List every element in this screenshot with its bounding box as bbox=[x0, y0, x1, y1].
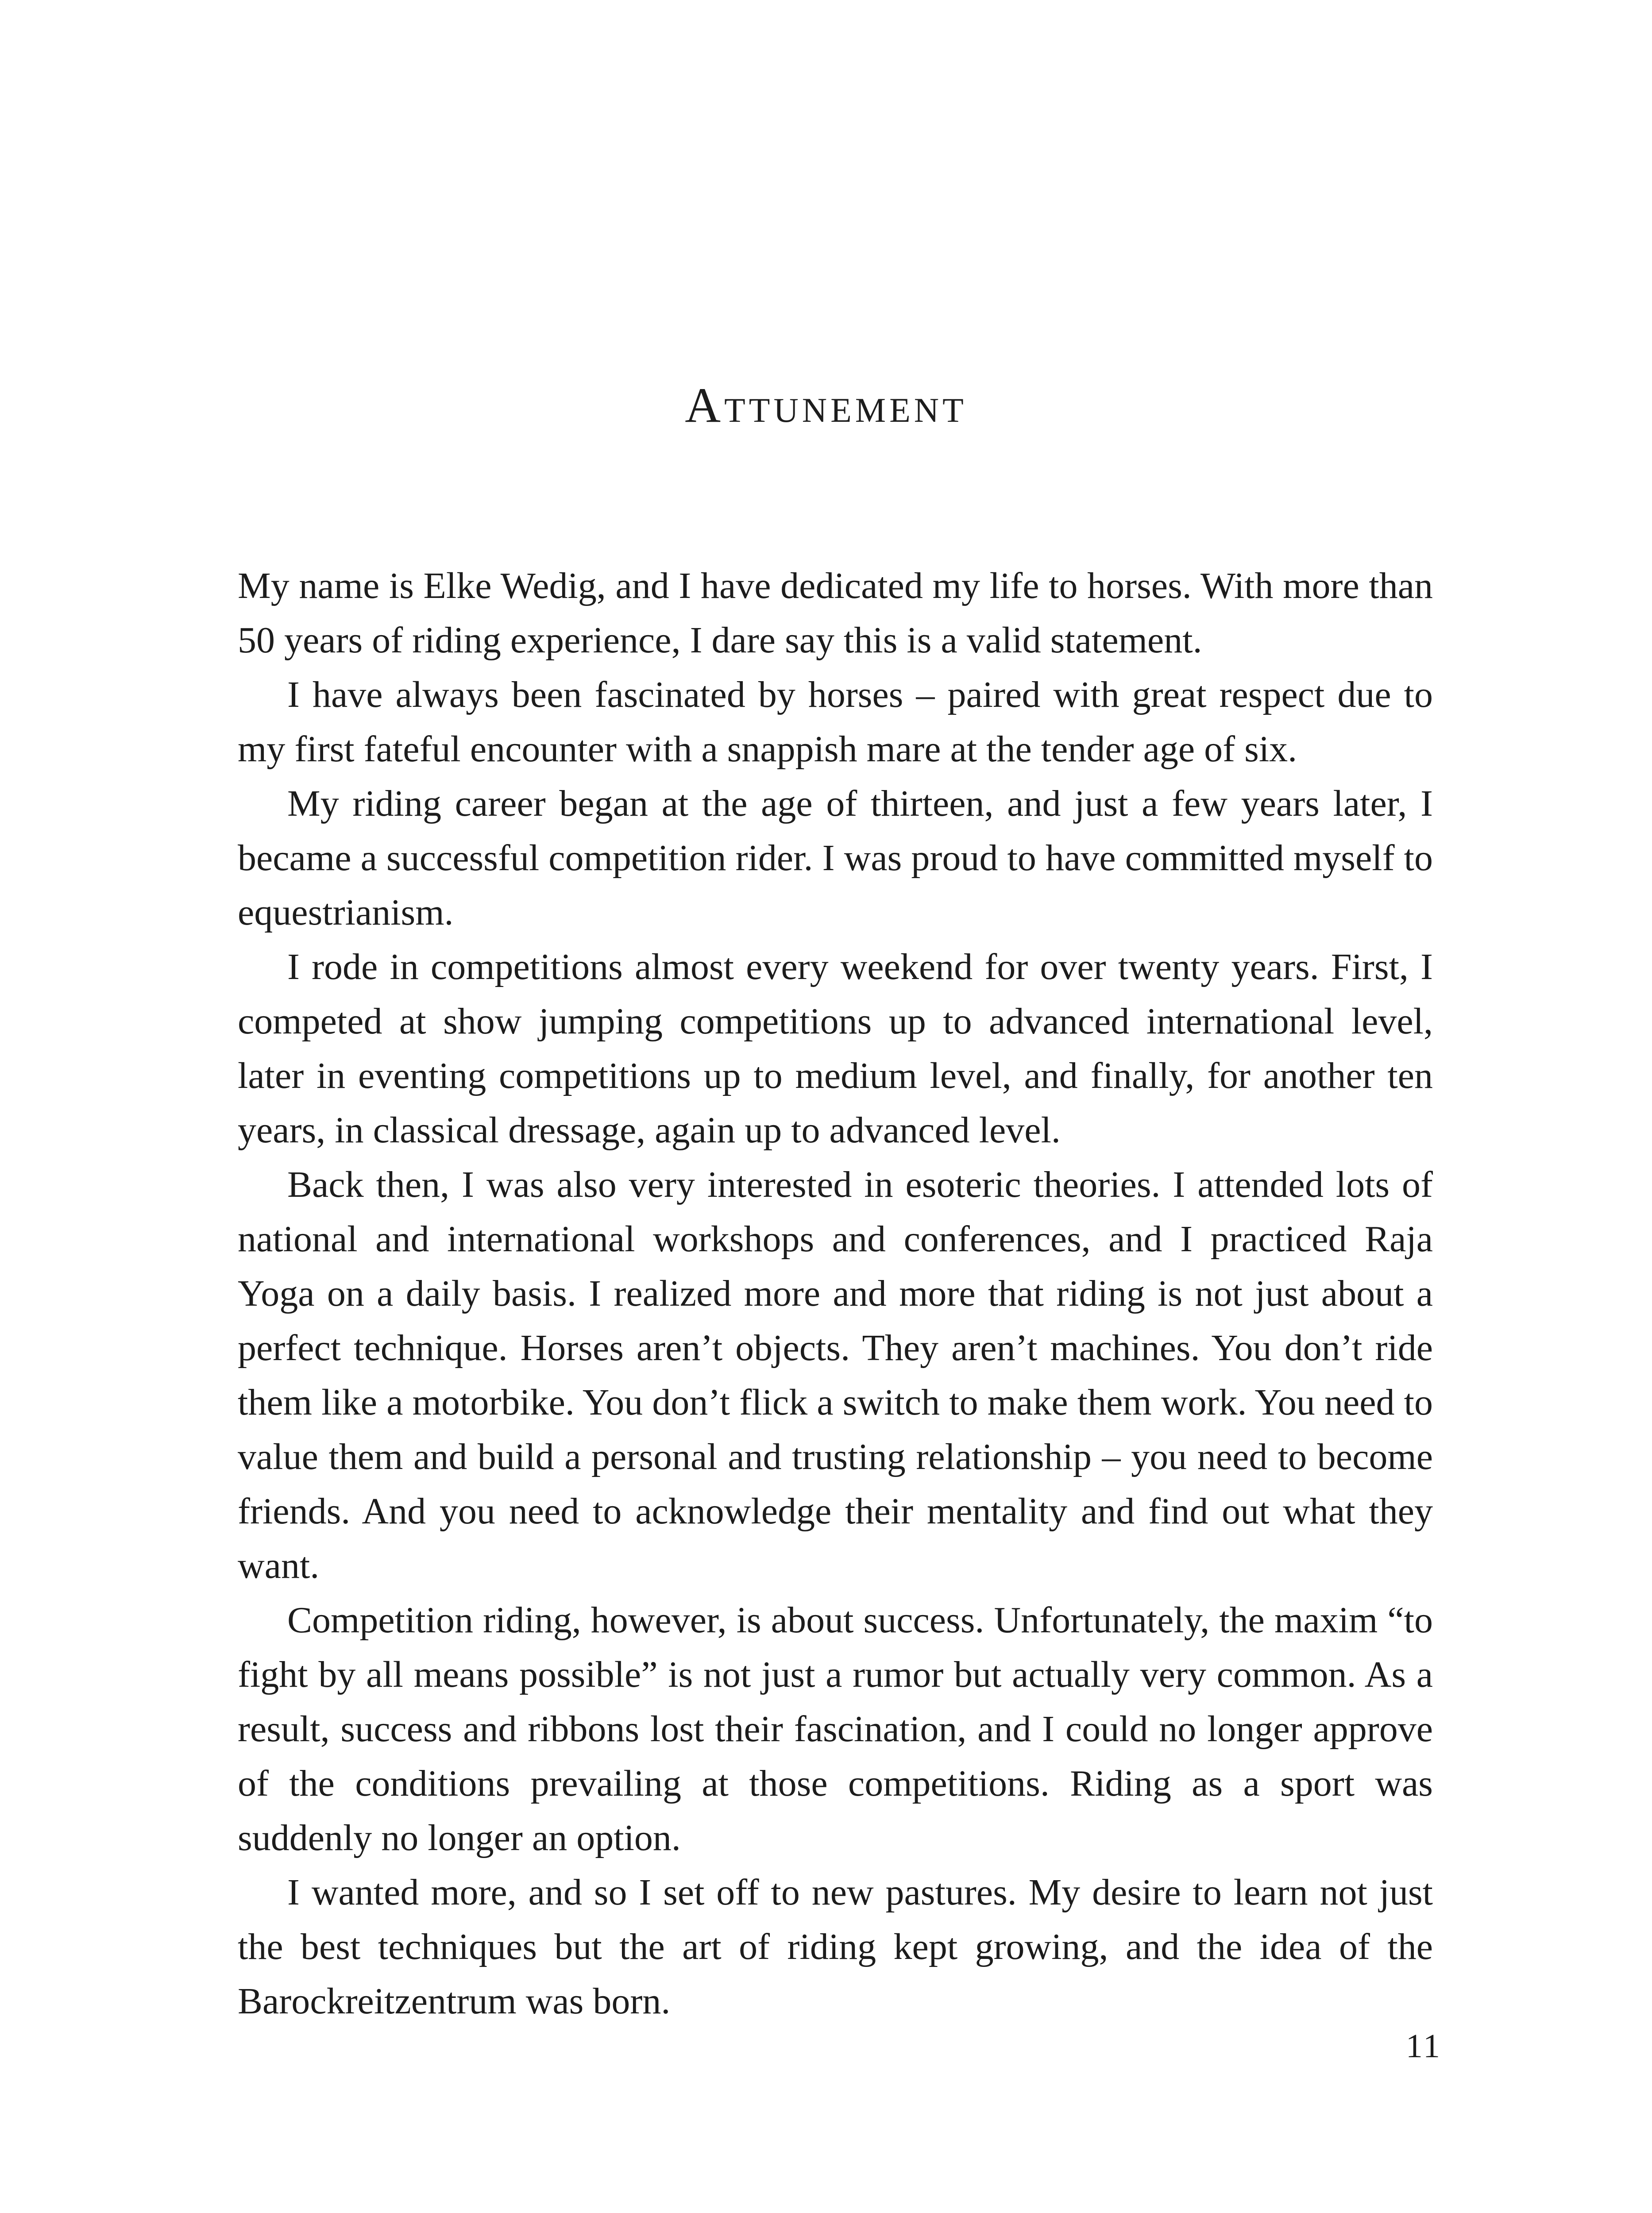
paragraph: My name is Elke Wedig, and I have dedicated my life to horses. With more than 50 years of riding experience, I dare say this is a valid statement. bbox=[238, 565, 1433, 661]
page-number: 11 bbox=[1405, 2028, 1442, 2065]
paragraph: I wanted more, and so I set off to new pastures. My desire to learn not just the best techniques but the art of riding kept growing, and the idea of the Barockreitzentrum was born. bbox=[238, 1872, 1433, 2022]
paragraph: Back then, I was also very interested in esoteric theories. I attended lots of national and international workshops and conferences, and I practiced Raja Yoga on a daily basis. I realized more and more that riding is not just about a perfect technique. Horses aren’t objects. They aren’t machines. You don’t ride them like a motorbike. You don’t flick a switch to make them work. You need to value them and build a personal and trusting relationship – you need to become friends. And you need to acknowledge their mentality and find out what they want. bbox=[238, 1164, 1433, 1586]
paragraph: My riding career began at the age of thirteen, and just a few years later, I became a successful competition rider. I was proud to have committed myself to equestrianism. bbox=[238, 783, 1433, 933]
paragraph: I rode in competitions almost every weekend for over twenty years. First, I competed at show jumping competitions up to advanced international level, later in eventing competitions up to medium level, and finally, for another ten years, in classical dressage, again up to advanced level. bbox=[238, 946, 1433, 1151]
body-text bbox=[238, 559, 1433, 2028]
paragraph: I have always been fascinated by horses – paired with great respect due to my first fateful encounter with a snappish mare at the tender age of six. bbox=[238, 674, 1433, 770]
paragraph: Competition riding, however, is about success. Unfortunately, the maxim “to fight by all means possible” is not just a rumor but actually very common. As a result, success and ribbons lost their fascination, and I could no longer approve of the conditions prevailing at those competitions. Riding as a sport was suddenly no longer an option. bbox=[238, 1600, 1433, 1858]
chapter-title: Attunement bbox=[685, 378, 967, 433]
